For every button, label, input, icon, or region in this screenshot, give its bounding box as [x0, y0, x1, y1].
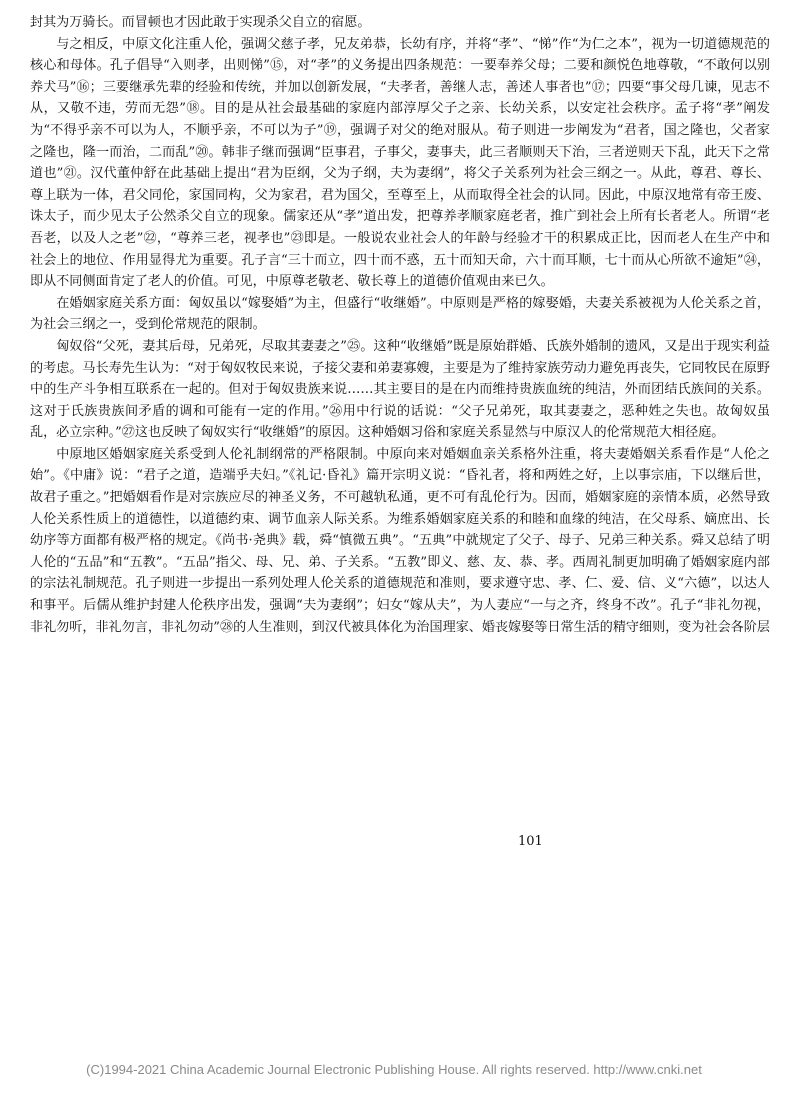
paragraph-marriage-intro: 在婚姻家庭关系方面：匈奴虽以“嫁娶婚”为主，但盛行“收继婚”。中原则是严格的嫁娶婚，夫妻关系被视为人伦关系之首，为社会三纲之一，受到伦常规范的限制。	[30, 295, 770, 333]
paragraph-continuation: 封其为万骑长。而冒顿也才因此敢于实现杀父自立的宿愿。	[30, 15, 371, 30]
paragraph-filial-piety: 与之相反，中原文化注重人伦，强调父慈子孝，兄友弟恭，长幼有序，并将“孝”、“悌”作“为仁之本”，视为一切道德规范的核心和母体。孔子倡导“入则孝，出则悌”⑮，对“孝”的义务提出四条规范：一要奉养父母；二要和颜悦色地尊敬，“不敢何以别养犬马”⑯；三要继承先辈的经验和传统，并加以创新发展，“夫孝者，善继人志，善述人事者也”⑰；四要“事父母几谏，见志不从，又敬不违，劳而无怨”⑱。目的是从社会最基础的家庭内部淳厚父子之亲、长幼关系，以安定社会秩序。孟子将“孝”阐发为“不得乎亲不可以为人，不顺乎亲，不可以为子”⑲，强调子对父的绝对服从。荀子则进一步阐发为“君者，国之隆也，父者家之隆也，隆一而治，二而乱”⑳。韩非子继而强调“臣事君，子事父，妻事夫，此三者顺则天下治，三者逆则天下乱，此天下之常道也”㉑。汉代董仲舒在此基础上提出“君为臣纲，父为子纲，夫为妻纲”，将父子关系列为社会三纲之一。从此，尊君、尊长、尊上联为一体，君父同伦，家国同构，父为家君，君为国父，至尊至上，从而取得全社会的认同。因此，中原汉地常有帝王废、诛太子，而少见太子公然杀父自立的现象。儒家还从“孝”道出发，把尊养孝顺家庭老者，推广到社会上所有长者老人。所谓“老吾老，以及人之老”㉒，“尊养三老，视孝也”㉓即是。一般说农业社会人的年龄与经验才干的积累成正比，因而老人在生产中和社会上的地位、作用显得尤为重要。孔子言“三十而立，四十而不惑，五十而知天命，六十而耳顺，七十而从心所欲不逾矩”㉔，即从不同侧面肯定了老人的价值。可见，中原尊老敬老、敬长尊上的道德价值观由来已久。	[30, 36, 770, 290]
paragraph-central-plains-marriage: 中原地区婚姻家庭关系受到人伦礼制纲常的严格限制。中原向来对婚姻血亲关系格外注重，将夫妻婚姻关系看作是“人伦之始”。《中庸》说：“君子之道，造端乎夫妇。”《礼记·昏礼》篇开宗明义说：“昏礼者，将和两姓之好，上以事宗庙，下以继后世，故君子重之。”把婚姻看作是对宗族应尽的神圣义务，不可越轨私通，更不可有乱伦行为。因而，婚姻家庭的亲情本质，必然导致人伦关系性质上的道德性，以道德约束、调节血亲人际关系。为维系婚姻家庭关系的和睦和血缘的纯洁，在父母系、嫡庶出、长幼序等方面都有极严格的规定。《尚书·尧典》载，舜“慎微五典”。“五典”中就规定了父子、母子、兄弟三种关系。舜又总结了明人伦的“五品”和“五教”。“五品”指父、母、兄、弟、子关系。“五教”即义、慈、友、恭、孝。西周礼制更加明确了婚姻家庭内部的宗法礼制规范。孔子则进一步提出一系列处理人伦关系的道德规范和准则，要求遵守忠、孝、仁、爱、信、义“六德”，以达人和事平。后儒从维护封建人伦秩序出发，强调“夫为妻纲”；妇女“嫁从夫”，为人妻应“一与之齐，终身不改”。孔子“非礼勿视，非礼勿听，非礼勿言，非礼勿动”㉘的人生准则，到汉代被具体化为治国理家、婚丧嫁娶等日常生活的精守细则，变为社会各阶层	[30, 446, 770, 635]
article-body	[30, 12, 770, 638]
copyright-footer: (C)1994-2021 China Academic Journal Electronic Publishing House. All rights reserved. http://www.cnki.net	[86, 1062, 702, 1077]
paragraph-xiongnu-levirate: 匈奴俗“父死，妻其后母，兄弟死，尽取其妻妻之”㉕。这种“收继婚”既是原始群婚、氏族外婚制的遗风，又是出于现实利益的考虑。马长寿先生认为：“对于匈奴牧民来说，子接父妻和弟妻寡嫂，主要是为了维持家族劳动力避免再丧失，它同牧民在原野中的生产斗争相互联系在一起的。但对于匈奴贵族来说……其主要目的是在内而维持贵族血统的纯洁，外而团结氏族间的关系。这对于氏族贵族间矛盾的调和可能有一定的作用。”㉖用中行说的话说：“父子兄弟死，取其妻妻之，恶种姓之失也。故匈奴虽乱，必立宗种。”㉗这也反映了匈奴实行“收继婚”的原因。这种婚姻习俗和家庭关系显然与中原汉人的伦常规范大相径庭。	[30, 338, 770, 441]
page-number: 101	[518, 834, 543, 849]
